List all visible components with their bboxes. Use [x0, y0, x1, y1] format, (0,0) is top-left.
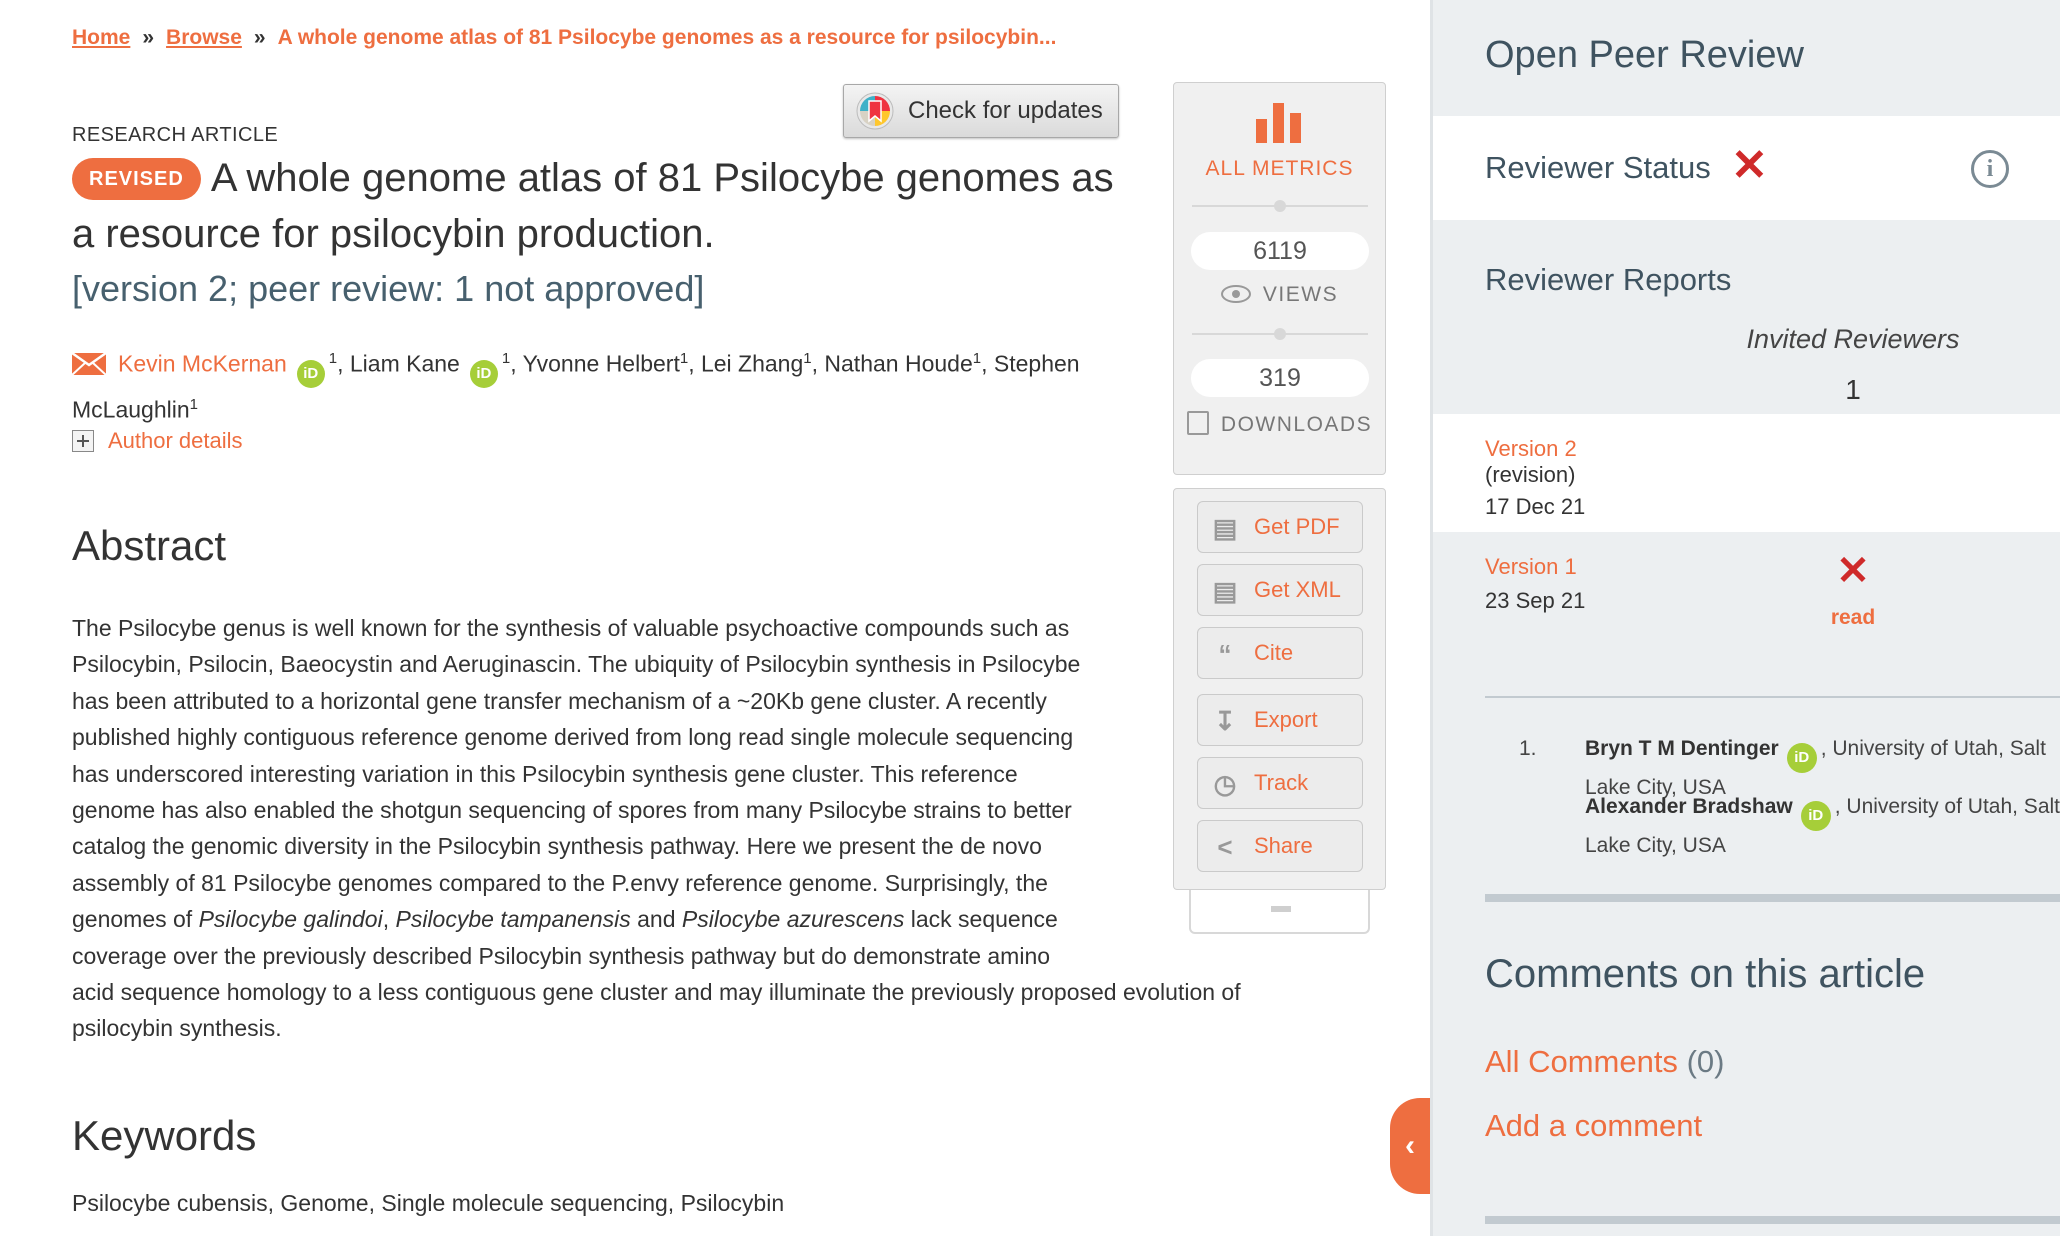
author-name[interactable]: Nathan Houde: [824, 350, 973, 377]
abstract-line: assembly of 81 Psilocybe genomes compared to the P.envy reference genome. Surprisingly, the: [72, 869, 1048, 896]
abstract-text: [72, 610, 1241, 1047]
author-details-toggle[interactable]: [72, 428, 243, 454]
species-name: Psilocybe galindoi: [198, 906, 383, 933]
share-icon: <: [1217, 832, 1233, 862]
author-name[interactable]: Liam Kane: [349, 350, 460, 377]
views-count: 6119: [1191, 232, 1369, 270]
comment-count: (0): [1686, 1044, 1725, 1079]
envelope-icon[interactable]: [72, 353, 106, 375]
abstract-line: has been attributed to a horizontal gene transfer mechanism of a ~20Kb gene cluster. A recently: [72, 687, 1047, 714]
export-icon: ↧: [1214, 706, 1236, 736]
reviewer-name: Bryn T M Dentinger: [1585, 737, 1779, 760]
get-pdf-button[interactable]: [1197, 501, 1363, 553]
share-button[interactable]: [1197, 820, 1363, 872]
abstract-text-run: ,: [382, 906, 396, 933]
author-name[interactable]: Yvonne Helbert: [522, 350, 680, 377]
affiliation-number: 1: [328, 350, 338, 367]
all-metrics-link[interactable]: ALL METRICS: [1205, 157, 1354, 180]
breadcrumb-current: A whole genome atlas of 81 Psilocybe genomes as a resource for psilocybin...: [277, 26, 1057, 49]
all-comments-label: All Comments: [1485, 1044, 1678, 1079]
abstract-text-run: lack sequence: [904, 906, 1058, 933]
breadcrumb-browse-link[interactable]: Browse: [166, 26, 242, 49]
export-label: Export: [1254, 707, 1318, 732]
author-name-link[interactable]: Kevin McKernan: [118, 350, 287, 377]
orcid-icon[interactable]: iD: [470, 360, 498, 388]
divider: [1192, 205, 1368, 207]
reviewer-reports-label: Reviewer Reports: [1485, 262, 1732, 297]
open-peer-review-panel: [1430, 0, 2060, 1236]
orcid-icon[interactable]: iD: [1801, 801, 1831, 831]
comments-title: Comments on this article: [1485, 952, 1926, 996]
clock-icon: ◷: [1213, 769, 1237, 799]
abstract-line: has underscored interesting variation in this Psilocybin synthesis gene cluster. This reference: [72, 760, 1018, 787]
abstract-line: coverage over the previously described Psilocybin synthesis pathway but do demonstrate amino: [72, 942, 1051, 969]
divider: [1485, 894, 2060, 902]
all-comments-link[interactable]: [1485, 1044, 1724, 1080]
abstract-line: catalog the genomic diversity in the Psilocybin synthesis pathway. Here we present the de novo: [72, 833, 1042, 860]
affiliation-number: 1: [803, 350, 812, 367]
version-peer-review-status: [version 2; peer review: 1 not approved]: [72, 268, 705, 309]
affiliation-number: 1: [501, 350, 511, 367]
open-peer-review-title: Open Peer Review: [1485, 34, 1804, 76]
article-type: RESEARCH ARTICLE: [72, 124, 279, 146]
reviewer-affiliation: , University of Utah, Salt Lake City, USA: [1585, 795, 2060, 857]
abstract-line: Psilocybin, Psilocin, Baeocystin and Aeruginascin. The ubiquity of Psilocybin synthesis in Psilocybe: [72, 651, 1081, 678]
abstract-line: published highly contiguous reference genome derived from long read single molecule sequencing: [72, 724, 1074, 751]
version-2-date: 17 Dec 21: [1485, 494, 1586, 519]
reviewer-affiliation: , University of Utah, Salt Lake City, USA: [1585, 737, 2046, 799]
plus-icon: [72, 430, 94, 452]
author-list: Kevin McKernan $iD^1$, Liam Kane $iD^1$, Yvonne Helbert$^1$, Lei Zhang$^1$, Nathan Houde$^1$, Stephen McLaughlin$^1$: [72, 350, 1080, 423]
species-name: Psilocybe azurescens: [681, 906, 905, 933]
pdf-icon: ▤: [1212, 513, 1238, 543]
collapse-panel-chevron-icon[interactable]: ‹: [1390, 1098, 1430, 1194]
not-approved-x-icon[interactable]: ✕: [1836, 549, 1870, 593]
download-icon: [1187, 411, 1209, 435]
info-icon[interactable]: i: [1971, 150, 2009, 188]
get-xml-button[interactable]: [1197, 564, 1363, 616]
abstract-text-run: genomes of: [72, 906, 199, 933]
cite-button[interactable]: [1197, 627, 1363, 679]
downloads-count: 319: [1191, 359, 1369, 397]
not-approved-x-icon: ✕: [1731, 141, 1768, 190]
version-2-link[interactable]: Version 2: [1485, 436, 1577, 461]
invited-reviewer-number: 1: [1845, 374, 1861, 405]
species-name: Psilocybe tampanensis: [395, 906, 631, 933]
abstract-line: genome has also enabled the shotgun sequencing of spores from many Psilocybe strains to better: [72, 797, 1072, 824]
quote-icon: “: [1218, 639, 1232, 669]
article-title-block: [72, 150, 1142, 262]
affiliation-number: 1: [189, 395, 198, 413]
eye-icon: [1221, 285, 1251, 303]
affiliation-number: 1: [972, 350, 982, 367]
export-button[interactable]: [1197, 694, 1363, 746]
track-button[interactable]: [1197, 757, 1363, 809]
reviewer-status-row: [1433, 116, 2060, 220]
crossmark-icon: [856, 92, 894, 130]
version-1-link[interactable]: Version 1: [1485, 554, 1577, 579]
get-xml-label: Get XML: [1254, 577, 1341, 602]
revised-badge: REVISED: [72, 158, 201, 200]
check-for-updates-label: Check for updates: [908, 97, 1103, 124]
breadcrumb-home-link[interactable]: Home: [72, 26, 131, 49]
article-actions-panel: [1173, 488, 1386, 890]
divider: [1192, 333, 1368, 335]
cite-label: Cite: [1254, 640, 1294, 665]
reviewer-entry: [1585, 792, 2060, 861]
abstract-heading: Abstract: [72, 522, 227, 569]
divider: [1485, 1216, 2060, 1224]
author-name[interactable]: Lei Zhang: [700, 350, 804, 377]
breadcrumb-separator: »: [142, 26, 155, 49]
add-comment-link[interactable]: Add a comment: [1485, 1108, 1703, 1143]
orcid-icon[interactable]: iD: [1787, 743, 1817, 773]
share-label: Share: [1254, 833, 1313, 858]
downloads-label-row: [1174, 411, 1385, 437]
orcid-icon[interactable]: iD: [297, 360, 325, 388]
xml-icon: ▤: [1212, 576, 1238, 606]
abstract-line: acid sequence homology to a less contiguous gene cluster and may illuminate the previously proposed evolution of: [72, 979, 1241, 1006]
actions-collapse-handle[interactable]: [1189, 890, 1370, 934]
downloads-label: DOWNLOADS: [1220, 413, 1373, 436]
views-label-row: [1174, 283, 1385, 307]
author-name[interactable]: Stephen McLaughlin: [72, 350, 1080, 423]
version-1-date: 23 Sep 21: [1485, 588, 1586, 613]
version-2-note: (revision): [1485, 462, 1576, 487]
version-2-row: [1433, 414, 2060, 532]
reviewer-status-label: Reviewer Status: [1485, 150, 1711, 185]
abstract-line: The Psilocybe genus is well known for the synthesis of valuable psychoactive compounds such as: [72, 615, 1070, 641]
breadcrumb: [72, 26, 1056, 50]
get-pdf-label: Get PDF: [1254, 514, 1340, 539]
article-title: A whole genome atlas of 81 Psilocybe genomes as a resource for psilocybin production.: [72, 156, 1114, 256]
abstract-line: [72, 901, 1241, 937]
author-details-label: Author details: [108, 428, 243, 453]
abstract-text-run: and: [630, 906, 682, 933]
metrics-panel: [1173, 82, 1386, 475]
read-report-link[interactable]: read: [1830, 606, 1876, 629]
keywords-list: Psilocybe cubensis, Genome, Single molecule sequencing, Psilocybin: [72, 1190, 785, 1216]
reviewer-name: Alexander Bradshaw: [1585, 795, 1793, 818]
check-for-updates-button[interactable]: [843, 84, 1119, 138]
invited-reviewers-label: Invited Reviewers: [1746, 324, 1960, 354]
breadcrumb-separator: »: [253, 26, 266, 49]
bar-chart-icon[interactable]: [1256, 103, 1304, 143]
reviewer-number: 1.: [1519, 737, 1537, 760]
abstract-line: psilocybin synthesis.: [72, 1015, 282, 1042]
divider: [1485, 696, 2060, 698]
affiliation-number: 1: [679, 350, 689, 367]
track-label: Track: [1254, 770, 1309, 795]
views-label: VIEWS: [1262, 283, 1339, 306]
keywords-heading: Keywords: [72, 1112, 257, 1159]
